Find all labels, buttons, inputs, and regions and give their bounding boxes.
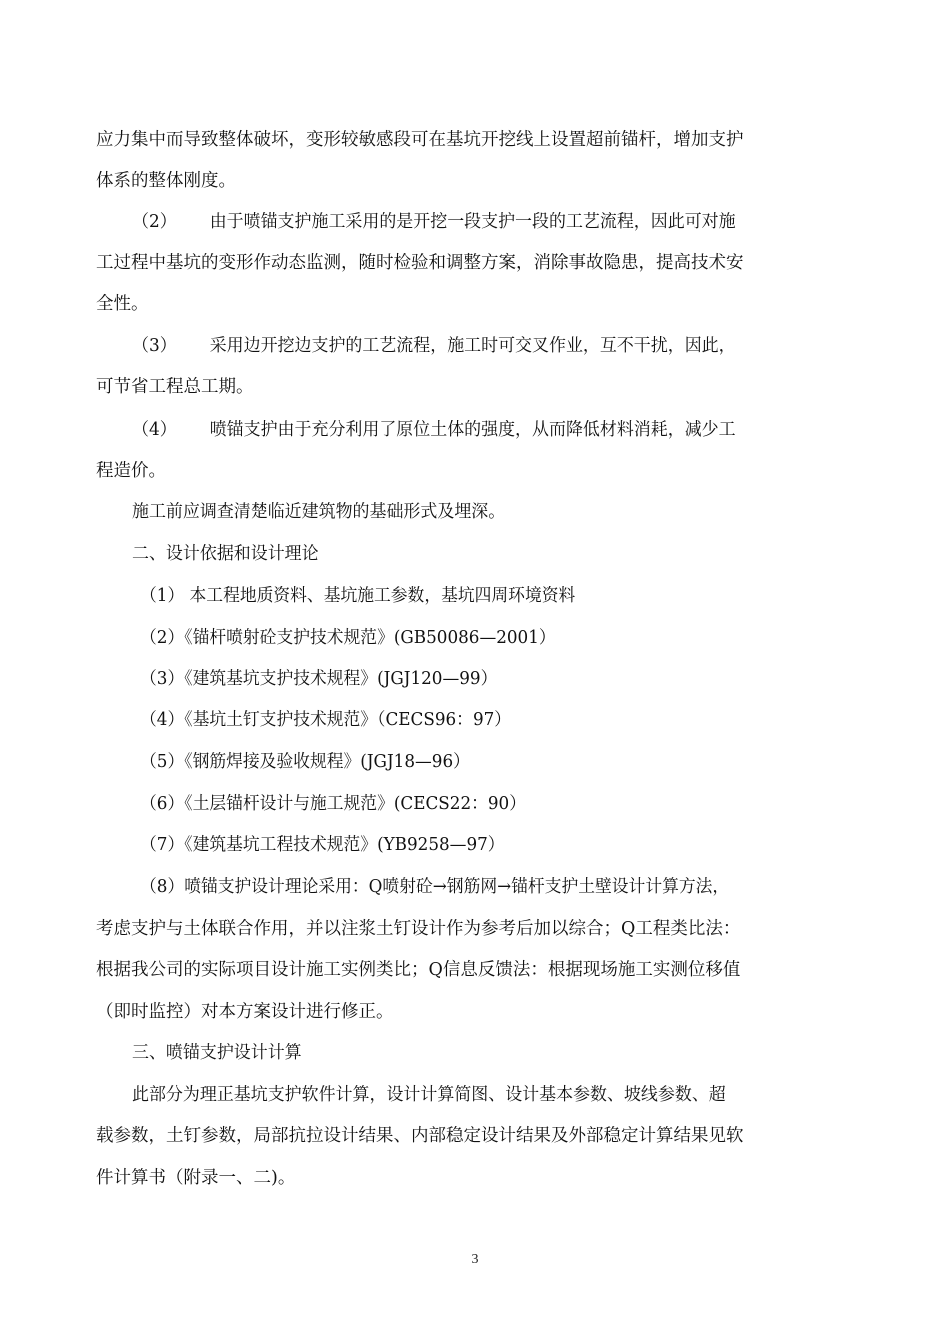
reference-item: （1） 本工程地质资料、基坑施工参数，基坑四周环境资料	[140, 586, 576, 606]
paragraph-line: 程造价。	[96, 461, 166, 481]
reference-item: （7）《建筑基坑工程技术规范》(YB9258—97）	[140, 835, 505, 855]
paragraph-line: 全性。	[96, 294, 149, 314]
list-item-3	[132, 334, 830, 358]
list-item-2	[132, 210, 830, 234]
paragraph-line: 考虑支护与土体联合作用，并以注浆土钉设计作为参考后加以综合；Q工程类比法：	[96, 919, 741, 939]
paragraph-line: 可节省工程总工期。	[96, 377, 254, 397]
paragraph-line: 施工前应调查清楚临近建筑物的基础形式及埋深。	[132, 502, 506, 522]
paragraph-line: （即时监控）对本方案设计进行修正。	[96, 1002, 394, 1022]
item-text: 由于喷锚支护施工采用的是开挖一段支护一段的工艺流程，因此可对施	[209, 212, 736, 232]
paragraph-line: （8）喷锚支护设计理论采用：Q喷射砼→钢筋网→锚杆支护土壁设计计算方法，	[140, 877, 730, 897]
reference-item: （4）《基坑土钉支护技术规范》（CECS96：97）	[140, 710, 512, 730]
paragraph-line: 根据我公司的实际项目设计施工实例类比；Q信息反馈法：根据现场施工实测位移值	[96, 960, 741, 980]
item-text: 喷锚支护由于充分利用了原位土体的强度，从而降低材料消耗，减少工	[209, 420, 736, 440]
reference-item: （5）《钢筋焊接及验收规程》(JGJ18—96）	[140, 752, 470, 772]
item-number: （3）	[132, 336, 177, 356]
paragraph-line: 件计算书（附录一、二)。	[96, 1168, 296, 1188]
item-text: 采用边开挖边支护的工艺流程，施工时可交叉作业，互不干扰，因此，	[209, 336, 736, 356]
paragraph-line: 应力集中而导致整体破坏，变形较敏感段可在基坑开挖线上设置超前锚杆，增加支护	[96, 130, 744, 150]
paragraph-line: 载参数，土钉参数，局部抗拉设计结果、内部稳定设计结果及外部稳定计算结果见软	[96, 1126, 744, 1146]
item-number: （4）	[132, 420, 177, 440]
paragraph-line: 体系的整体刚度。	[96, 171, 236, 191]
list-item-4	[132, 418, 830, 442]
reference-item: （6）《土层锚杆设计与施工规范》(CECS22：90）	[140, 794, 527, 814]
paragraph-line: 工过程中基坑的变形作动态监测，随时检验和调整方案，消除事故隐患，提高技术安	[96, 253, 744, 273]
reference-item: （2）《锚杆喷射砼支护技术规范》(GB50086—2001）	[140, 628, 556, 648]
page-number: 3	[471, 1252, 479, 1267]
reference-item: （3）《建筑基坑支护技术规程》(JGJ120—99）	[140, 669, 498, 689]
item-number: （2）	[132, 212, 177, 232]
section-heading: 三、喷锚支护设计计算	[132, 1043, 302, 1063]
section-heading: 二、设计依据和设计理论	[132, 544, 319, 564]
paragraph-line: 此部分为理正基坑支护软件计算，设计计算简图、设计基本参数、坡线参数、超	[132, 1085, 726, 1105]
